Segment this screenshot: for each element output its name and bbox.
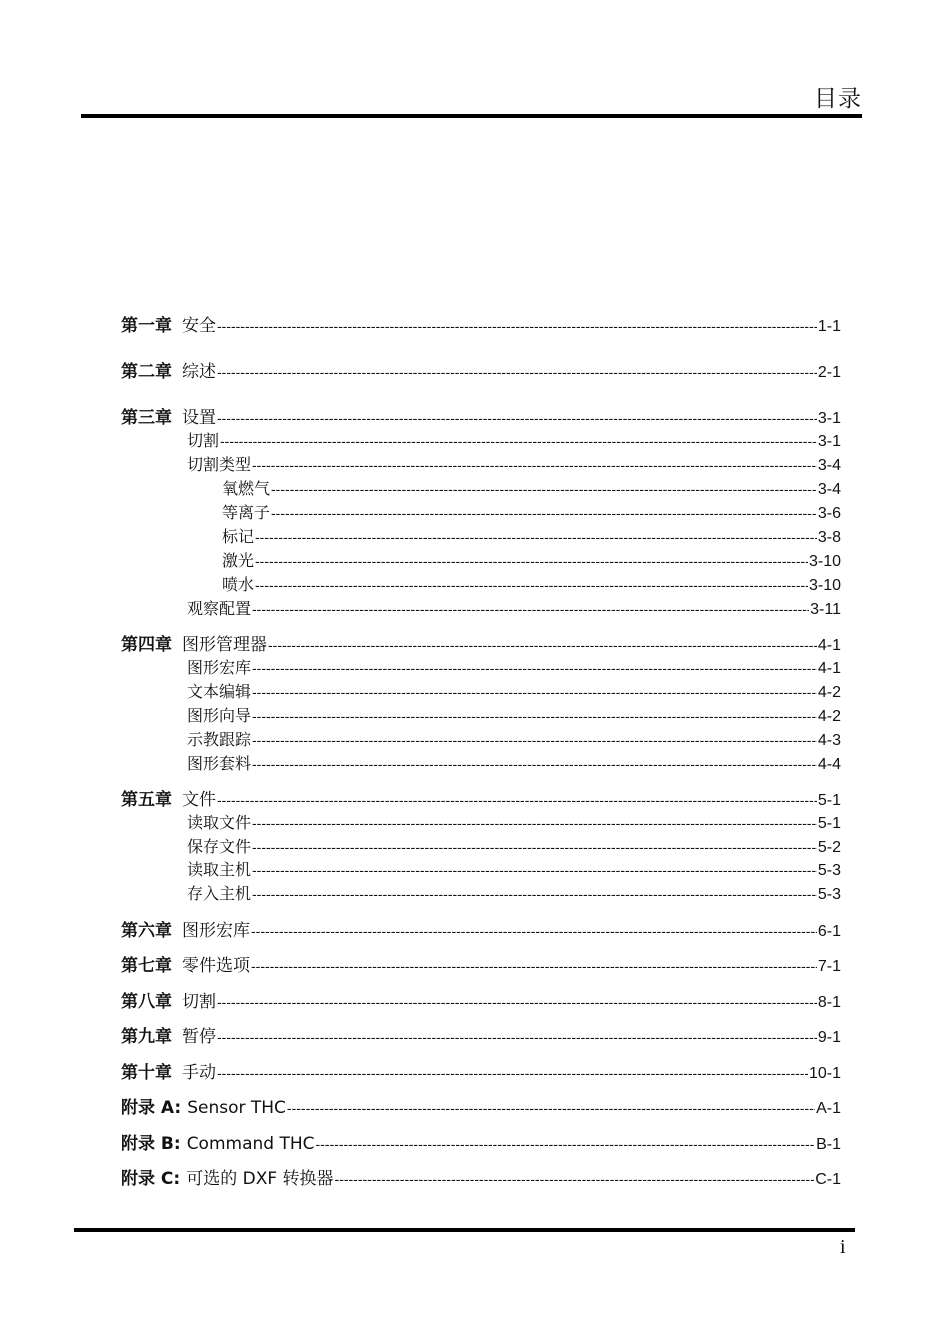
toc-appendix-label: 附录 C: <box>121 1169 181 1189</box>
footer-page-number: i <box>840 1236 846 1258</box>
toc-appendix-label: 附录 B: <box>121 1134 181 1154</box>
toc-chapter-number: 第九章 <box>121 1027 172 1047</box>
toc-entry-cut[interactable] <box>187 428 841 451</box>
toc-leader-dots <box>287 1100 815 1116</box>
toc-page-number: A-1 <box>816 1100 841 1117</box>
toc-leader-dots <box>217 1029 817 1045</box>
toc-section-title: 切割 <box>187 431 220 450</box>
toc-chapter-number: 第三章 <box>121 408 172 428</box>
toc-section-title: 图形向导 <box>187 706 252 725</box>
toc-chapter-title: 切割 <box>182 992 216 1012</box>
toc-section-title: 示教跟踪 <box>187 730 252 749</box>
toc-chapter-number: 第二章 <box>121 362 172 382</box>
toc-chapter-number: 第十章 <box>121 1063 172 1083</box>
toc-page-number: 4-1 <box>817 660 841 677</box>
toc-leader-dots <box>251 958 817 974</box>
toc-page-number: 1-1 <box>817 318 841 335</box>
toc-leader-dots <box>252 862 817 878</box>
toc-page-number: 6-1 <box>817 923 841 940</box>
toc-page-number: 7-1 <box>817 958 841 975</box>
toc-entry-cut-type[interactable] <box>187 452 841 475</box>
toc-entry-waterjet[interactable] <box>222 572 841 595</box>
toc-leader-dots <box>268 637 817 653</box>
toc-entry-nesting[interactable] <box>187 751 841 774</box>
toc-section-title: 读取文件 <box>187 813 252 832</box>
toc-subsection-title: 喷水 <box>222 575 255 594</box>
toc-appendix-title: 可选的 DXF 转换器 <box>186 1169 334 1189</box>
toc-page-number: 3-10 <box>808 553 841 570</box>
toc-appendix-title: Sensor THC <box>187 1098 286 1118</box>
toc-leader-dots <box>217 364 817 380</box>
toc-leader-dots <box>255 577 808 593</box>
toc-leader-dots <box>251 923 817 939</box>
toc-entry-shape-library[interactable] <box>187 655 841 678</box>
toc-appendix-label: 附录 A: <box>121 1098 182 1118</box>
toc-leader-dots <box>217 1065 808 1081</box>
toc-entry-laser[interactable] <box>222 548 841 571</box>
toc-chapter-title: 图形宏库 <box>182 921 250 941</box>
toc-page-number: 3-4 <box>817 457 841 474</box>
toc-entry-chapter-10[interactable] <box>121 1058 841 1083</box>
toc-entry-chapter-8[interactable] <box>121 987 841 1012</box>
toc-chapter-number: 第四章 <box>121 635 172 655</box>
toc-chapter-number: 第六章 <box>121 921 172 941</box>
toc-entry-chapter-5[interactable] <box>121 785 841 810</box>
toc-entry-chapter-3[interactable] <box>121 403 841 428</box>
toc-page-number: 3-11 <box>810 601 841 618</box>
toc-section-title: 文本编辑 <box>187 682 252 701</box>
toc-chapter-number: 第八章 <box>121 992 172 1012</box>
toc-page-number: 5-1 <box>817 792 841 809</box>
toc-subsection-title: 氧燃气 <box>222 479 271 498</box>
toc-section-title: 图形套料 <box>187 754 252 773</box>
toc-page-number: 4-2 <box>817 684 841 701</box>
toc-entry-shape-wizard[interactable] <box>187 703 841 726</box>
toc-leader-dots <box>217 410 817 426</box>
toc-page-number: 9-1 <box>817 1029 841 1046</box>
toc-leader-dots <box>252 457 817 473</box>
toc-leader-dots <box>252 886 817 902</box>
toc-chapter-title: 综述 <box>182 362 216 382</box>
toc-section-title: 切割类型 <box>187 455 252 474</box>
toc-page-number: 5-1 <box>817 815 841 832</box>
toc-leader-dots <box>252 708 817 724</box>
toc-page-number: 4-1 <box>817 637 841 654</box>
footer-rule <box>74 1228 855 1232</box>
toc-entry-load-host[interactable] <box>187 857 841 880</box>
toc-page-number: 3-1 <box>817 433 841 450</box>
toc-leader-dots <box>335 1171 815 1187</box>
toc-page-number: 3-1 <box>817 410 841 427</box>
toc-subsection-title: 激光 <box>222 551 255 570</box>
toc-chapter-number: 第七章 <box>121 956 172 976</box>
toc-section-title: 图形宏库 <box>187 658 252 677</box>
toc-appendix-title: Command THC <box>186 1134 315 1154</box>
toc-entry-text-editor[interactable] <box>187 679 841 702</box>
toc-leader-dots <box>220 433 817 449</box>
toc-page-number: 4-2 <box>817 708 841 725</box>
toc-leader-dots <box>252 684 817 700</box>
toc-leader-dots <box>217 318 817 334</box>
toc-page-number: 4-3 <box>817 732 841 749</box>
toc-chapter-number: 第五章 <box>121 790 172 810</box>
toc-chapter-title: 安全 <box>182 316 216 336</box>
toc-page-number: 3-10 <box>808 577 841 594</box>
toc-page-number: 3-6 <box>817 505 841 522</box>
toc-entry-load-file[interactable] <box>187 810 841 833</box>
toc-section-title: 存入主机 <box>187 884 252 903</box>
toc-section-title: 读取主机 <box>187 860 252 879</box>
toc-page-number: C-1 <box>815 1171 841 1188</box>
toc-page-number: B-1 <box>816 1136 841 1153</box>
toc-page-number: 10-1 <box>808 1065 841 1082</box>
toc-leader-dots <box>316 1136 816 1152</box>
toc-chapter-title: 零件选项 <box>182 956 250 976</box>
toc-leader-dots <box>252 839 817 855</box>
toc-entry-appendix-b[interactable] <box>121 1129 841 1154</box>
toc-page-number: 5-3 <box>817 862 841 879</box>
toc-entry-save-host[interactable] <box>187 881 841 904</box>
toc-chapter-title: 手动 <box>182 1063 216 1083</box>
toc-leader-dots <box>271 481 817 497</box>
toc-entry-chapter-2[interactable] <box>121 357 841 382</box>
toc-section-title: 保存文件 <box>187 837 252 856</box>
toc-leader-dots <box>252 660 817 676</box>
toc-leader-dots <box>271 505 817 521</box>
toc-subsection-title: 标记 <box>222 527 255 546</box>
toc-entry-plasma[interactable] <box>222 500 841 523</box>
toc-leader-dots <box>252 601 809 617</box>
toc-leader-dots <box>255 529 817 545</box>
toc-entry-chapter-6[interactable] <box>121 916 841 941</box>
toc-entry-chapter-1[interactable] <box>121 311 841 336</box>
toc-page-number: 5-3 <box>817 886 841 903</box>
toc-leader-dots <box>252 756 817 772</box>
toc-entry-chapter-9[interactable] <box>121 1022 841 1047</box>
toc-entry-save-file[interactable] <box>187 834 841 857</box>
toc-page-number: 5-2 <box>817 839 841 856</box>
toc-chapter-title: 图形管理器 <box>182 635 267 655</box>
toc-leader-dots <box>217 994 817 1010</box>
toc-entry-appendix-a[interactable] <box>121 1093 841 1118</box>
toc-page-number: 3-4 <box>817 481 841 498</box>
toc-page-number: 3-8 <box>817 529 841 546</box>
toc-entry-oxyfuel[interactable] <box>222 476 841 499</box>
toc-chapter-title: 设置 <box>182 408 216 428</box>
toc-chapter-title: 文件 <box>182 790 216 810</box>
toc-section-title: 观察配置 <box>187 599 252 618</box>
toc-subsection-title: 等离子 <box>222 503 271 522</box>
toc-leader-dots <box>255 553 808 569</box>
toc-leader-dots <box>252 815 817 831</box>
page-header-title: 目录 <box>814 86 862 112</box>
toc-entry-chapter-4[interactable] <box>121 630 841 655</box>
toc-entry-view-config[interactable] <box>187 596 841 619</box>
toc-chapter-number: 第一章 <box>121 316 172 336</box>
toc-page-number: 4-4 <box>817 756 841 773</box>
toc-chapter-title: 暂停 <box>182 1027 216 1047</box>
toc-leader-dots <box>217 792 817 808</box>
toc-entry-appendix-c[interactable] <box>121 1164 841 1189</box>
toc-entry-marker[interactable] <box>222 524 841 547</box>
toc-page-number: 8-1 <box>817 994 841 1011</box>
toc-entry-teach-trace[interactable] <box>187 727 841 750</box>
toc-page-number: 2-1 <box>817 364 841 381</box>
toc-leader-dots <box>252 732 817 748</box>
toc-entry-chapter-7[interactable] <box>121 951 841 976</box>
